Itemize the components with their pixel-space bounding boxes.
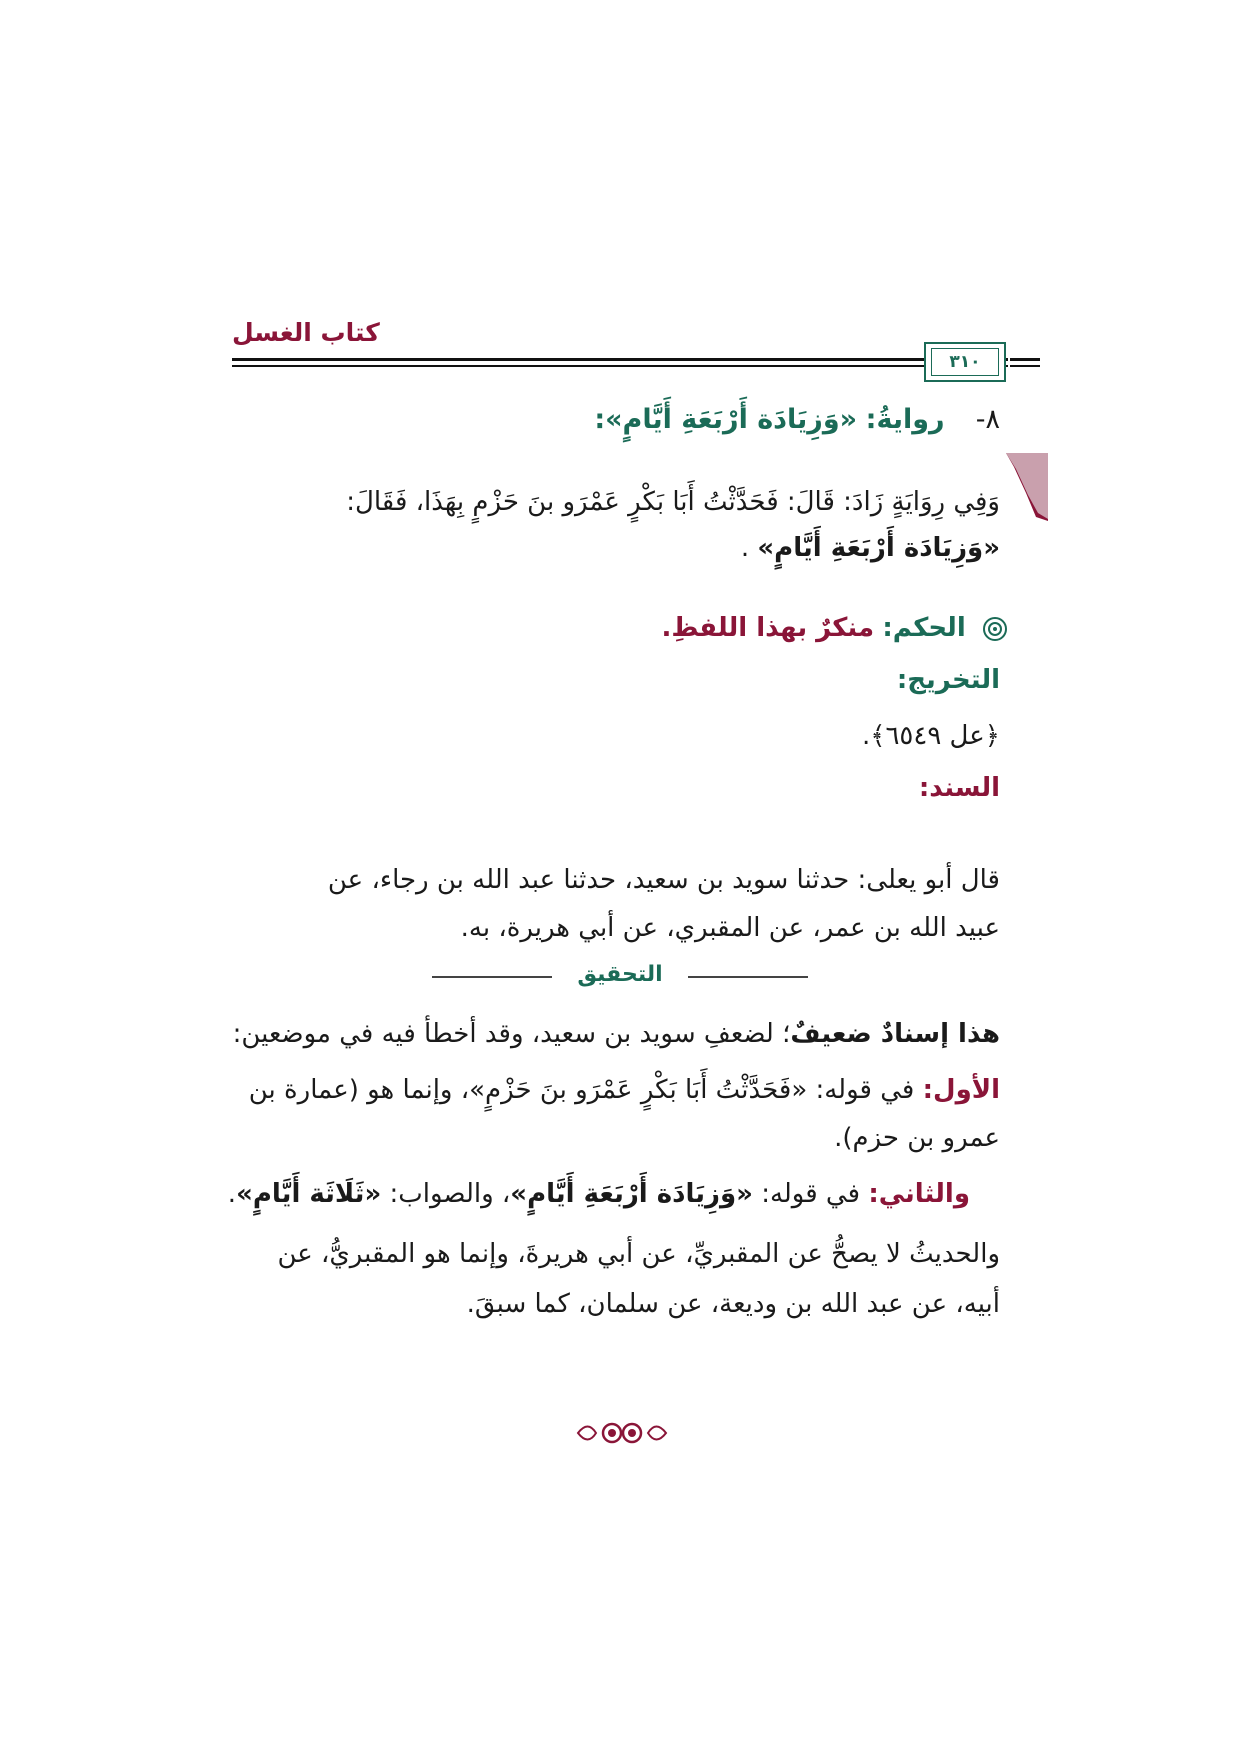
header-rule	[232, 358, 1008, 361]
header-rule	[232, 365, 1008, 367]
takhrij-label: التخريج:	[896, 665, 1000, 695]
end-ornament	[574, 1418, 670, 1448]
first-label: الأول:	[922, 1075, 1000, 1105]
first-text: في قوله: «فَحَدَّثْتُ أَبَا بَكْرٍ عَمْرَو بنَ حَزْمٍ»، وإنما هو (عمارة بن	[248, 1075, 915, 1105]
ruling	[661, 610, 1008, 646]
section-heading	[594, 402, 1000, 438]
heading-label: روايةُ:	[865, 404, 945, 435]
ruling-label: الحكم:	[882, 613, 966, 643]
sanad-line-1: قال أبو يعلى: حدثنا سويد بن سعيد، حدثنا عبد الله بن رجاء، عن	[327, 865, 1000, 895]
narration-line-end: .	[740, 533, 750, 563]
page-fold-ornament	[1006, 453, 1048, 521]
heading-number: ٨-	[975, 404, 1000, 435]
ruling-value: منكرٌ بهذا اللفظِ.	[661, 613, 875, 643]
tahqiq-paragraph-1-rest: ؛ لضعفِ سويد بن سعيد، وقد أخطأ فيه في موضعين:	[232, 1019, 791, 1049]
header-rule	[1010, 358, 1040, 361]
tahqiq-paragraph-4-line-1: والحديثُ لا يصحُّ عن المقبريِّ، عن أبي هريرةَ، وإنما هو المقبريُّ، عن	[277, 1239, 1000, 1269]
second-text-b: ، والصواب:	[389, 1179, 511, 1209]
tahqiq-title: التحقيق	[562, 962, 678, 987]
tahqiq-first-line-2: عمرو بن حزم).	[834, 1123, 1000, 1153]
narration-line-2	[741, 530, 1000, 566]
heading-quote: «وَزِيَادَة أَرْبَعَةِ أَيَّامٍ»:	[594, 404, 858, 435]
page-number-frame	[924, 342, 1006, 382]
narration-quote: «وَزِيَادَة أَرْبَعَةِ أَيَّامٍ»	[757, 533, 1000, 563]
tahqiq-second	[228, 1176, 970, 1212]
tahqiq-paragraph-4-line-2: أبيه، عن عبد الله بن وديعة، عن سلمان، كما سبقَ.	[466, 1289, 1000, 1319]
second-quote-2: «ثَلَاثَة أَيَّامٍ»	[236, 1179, 382, 1209]
narration-line-1: وَفِي رِوَايَةٍ زَادَ: قَالَ: فَحَدَّثْتُ أَبَا بَكْرٍ عَمْرَو بنَ حَزْمٍ بِهَذَا، فَقَالَ:	[346, 487, 1000, 517]
tahqiq-first-line-1	[249, 1072, 1000, 1108]
second-text-a: في قوله:	[761, 1179, 861, 1209]
book-title: كتاب الغسل	[232, 318, 380, 347]
second-quote-1: «وَزِيَادَة أَرْبَعَةِ أَيَّامٍ»	[510, 1179, 753, 1209]
takhrij-ref: ﴿عل ٦٥٤٩﴾.	[861, 721, 1000, 751]
second-end: .	[227, 1179, 237, 1209]
header-rule	[1010, 365, 1040, 367]
second-label: والثاني:	[868, 1179, 970, 1209]
sanad-line-2: عبيد الله بن عمر، عن المقبري، عن أبي هريرة، به.	[460, 913, 1000, 943]
isnad-verdict: هذا إسنادٌ ضعيفٌ	[790, 1019, 1000, 1049]
sanad-label: السند:	[918, 773, 1000, 803]
tahqiq-paragraph-1	[233, 1016, 1000, 1052]
page-number: ٣١٠	[931, 348, 999, 376]
rosette-icon	[982, 616, 1008, 642]
